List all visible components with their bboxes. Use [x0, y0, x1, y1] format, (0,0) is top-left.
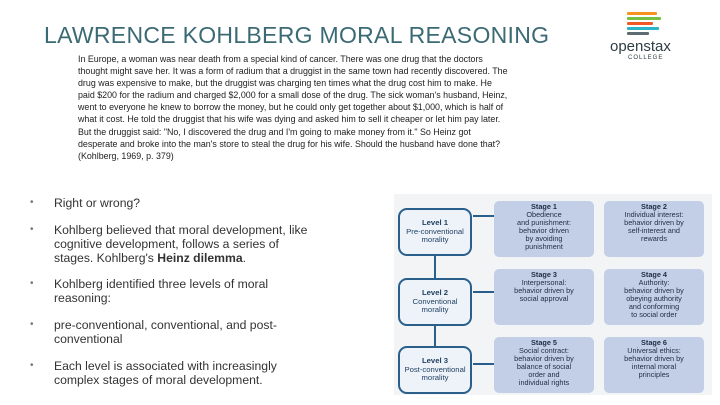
stage-line: rewards	[641, 234, 667, 244]
stage-6-box	[604, 337, 704, 393]
bullet-marker-icon: •	[30, 360, 34, 371]
openstax-logo	[610, 12, 690, 64]
stage-line: punishment	[525, 242, 563, 252]
bullet-item	[30, 359, 320, 387]
stage-title: Stage 3	[531, 270, 557, 279]
stage-3-box	[494, 269, 594, 325]
stage-2-box	[604, 201, 704, 257]
level-line: Post-conventional	[404, 364, 466, 374]
stage-line: behavior driven by	[624, 286, 684, 296]
level-title: Level 3	[421, 356, 449, 366]
stage-1-box	[494, 201, 594, 257]
stage-line: behavior driven by	[514, 354, 574, 364]
stage-line: Obedience	[526, 210, 562, 220]
bullet-emphasis: Heinz dilemma	[157, 251, 243, 265]
bullet-text: Kohlberg believed that moral development, like cognitive development, follows a series of stages. Kohlberg's	[54, 223, 308, 265]
bullet-suffix: .	[242, 251, 247, 265]
stage-line: order and	[528, 370, 560, 380]
bullet-item	[30, 196, 320, 210]
level-title: Level 1	[421, 218, 449, 228]
level-line: morality	[421, 305, 449, 315]
bullet-item	[30, 223, 320, 265]
stage-title: Stage 4	[641, 270, 667, 279]
logo-wordmark: openstax	[610, 38, 671, 55]
level-2-box	[398, 278, 472, 326]
bullet-marker-icon: •	[30, 224, 34, 235]
stage-line: obeying authority	[626, 294, 682, 304]
stage-title: Stage 6	[641, 338, 667, 347]
stage-line: principles	[638, 370, 670, 380]
stage-line: Social contract:	[519, 346, 569, 356]
level-1-box	[398, 208, 472, 256]
stage-line: and conforming	[628, 302, 680, 312]
stage-line: behavior driven	[519, 226, 569, 236]
bullet-text: Each level is associated with increasingly complex stages of moral development.	[54, 359, 277, 387]
bullet-item	[30, 318, 320, 346]
bullet-text: Right or wrong?	[54, 196, 141, 210]
stage-line: internal moral	[631, 362, 677, 372]
logo-bar	[627, 27, 659, 30]
stage-line: balance of social	[516, 362, 572, 372]
bullet-text: Kohlberg identified three levels of moral reasoning:	[54, 277, 269, 305]
stage-line: behavior driven by	[514, 286, 574, 296]
stage-line: self-interest and	[628, 226, 680, 236]
level-3-box	[398, 346, 472, 394]
heinz-dilemma-quote: In Europe, a woman was near death from a special kind of cancer. There was one drug that the doctors thought might save her. It was a form of radium that a druggist in the same town had recently discovered. The drug was expensive to make, but the druggist was charging ten times what the drug cost him to make. He paid $200 for the radium and charged $2,000 for a small dose of the drug. The sick woman's husband, Heinz, went to everyone he knew to borrow the money, but he could only get together about $1,000, which is half of what it cost. He told the druggist that his wife was dying and asked him to sell it cheaper or let him pay later. But the druggist said: "No, I discovered the drug and I'm going to make money from it." So Heinz got desperate and broke into the man's store to steal the drug for his wife. Should the husband have done that? (Kohlberg, 1969, p. 379)	[78, 54, 508, 161]
stage-line: Individual interest:	[624, 210, 684, 220]
logo-bar	[627, 12, 657, 15]
level-line: Pre-conventional	[406, 226, 464, 236]
stage-line: behavior driven by	[624, 218, 684, 228]
bullet-list	[30, 196, 320, 400]
stage-line: social approval	[519, 294, 569, 304]
level-line: morality	[421, 373, 449, 383]
stage-line: behavior driven by	[624, 354, 684, 364]
stage-line: to social order	[631, 310, 677, 320]
slide-title: LAWRENCE KOHLBERG MORAL REASONING	[44, 22, 550, 48]
stage-title: Stage 5	[531, 338, 557, 347]
stage-line: Authority:	[638, 278, 670, 288]
level-line: Conventional	[412, 296, 458, 306]
logo-bars-icon	[627, 12, 661, 37]
logo-bar	[627, 17, 661, 20]
stage-4-box	[604, 269, 704, 325]
bullet-text: pre-conventional, conventional, and post-conventional	[54, 318, 277, 346]
stage-title: Stage 1	[531, 202, 557, 211]
bullet-item	[30, 277, 320, 305]
level-line: morality	[421, 235, 449, 245]
bullet-marker-icon: •	[30, 197, 34, 208]
stage-line: by avoiding	[525, 234, 563, 244]
logo-subtitle: COLLEGE	[628, 55, 664, 61]
bullet-marker-icon: •	[30, 278, 34, 289]
stage-5-box	[494, 337, 594, 393]
level-title: Level 2	[421, 288, 449, 298]
stage-line: Interpersonal:	[521, 278, 567, 288]
bullet-marker-icon: •	[30, 319, 34, 330]
stage-line: and punishment:	[517, 218, 571, 228]
stage-title: Stage 2	[641, 202, 667, 211]
stage-line: individual rights	[518, 378, 570, 388]
kohlberg-stages-diagram	[394, 194, 712, 395]
logo-bar	[627, 32, 649, 35]
logo-bar	[627, 22, 653, 25]
stage-line: Universal ethics:	[627, 346, 681, 356]
